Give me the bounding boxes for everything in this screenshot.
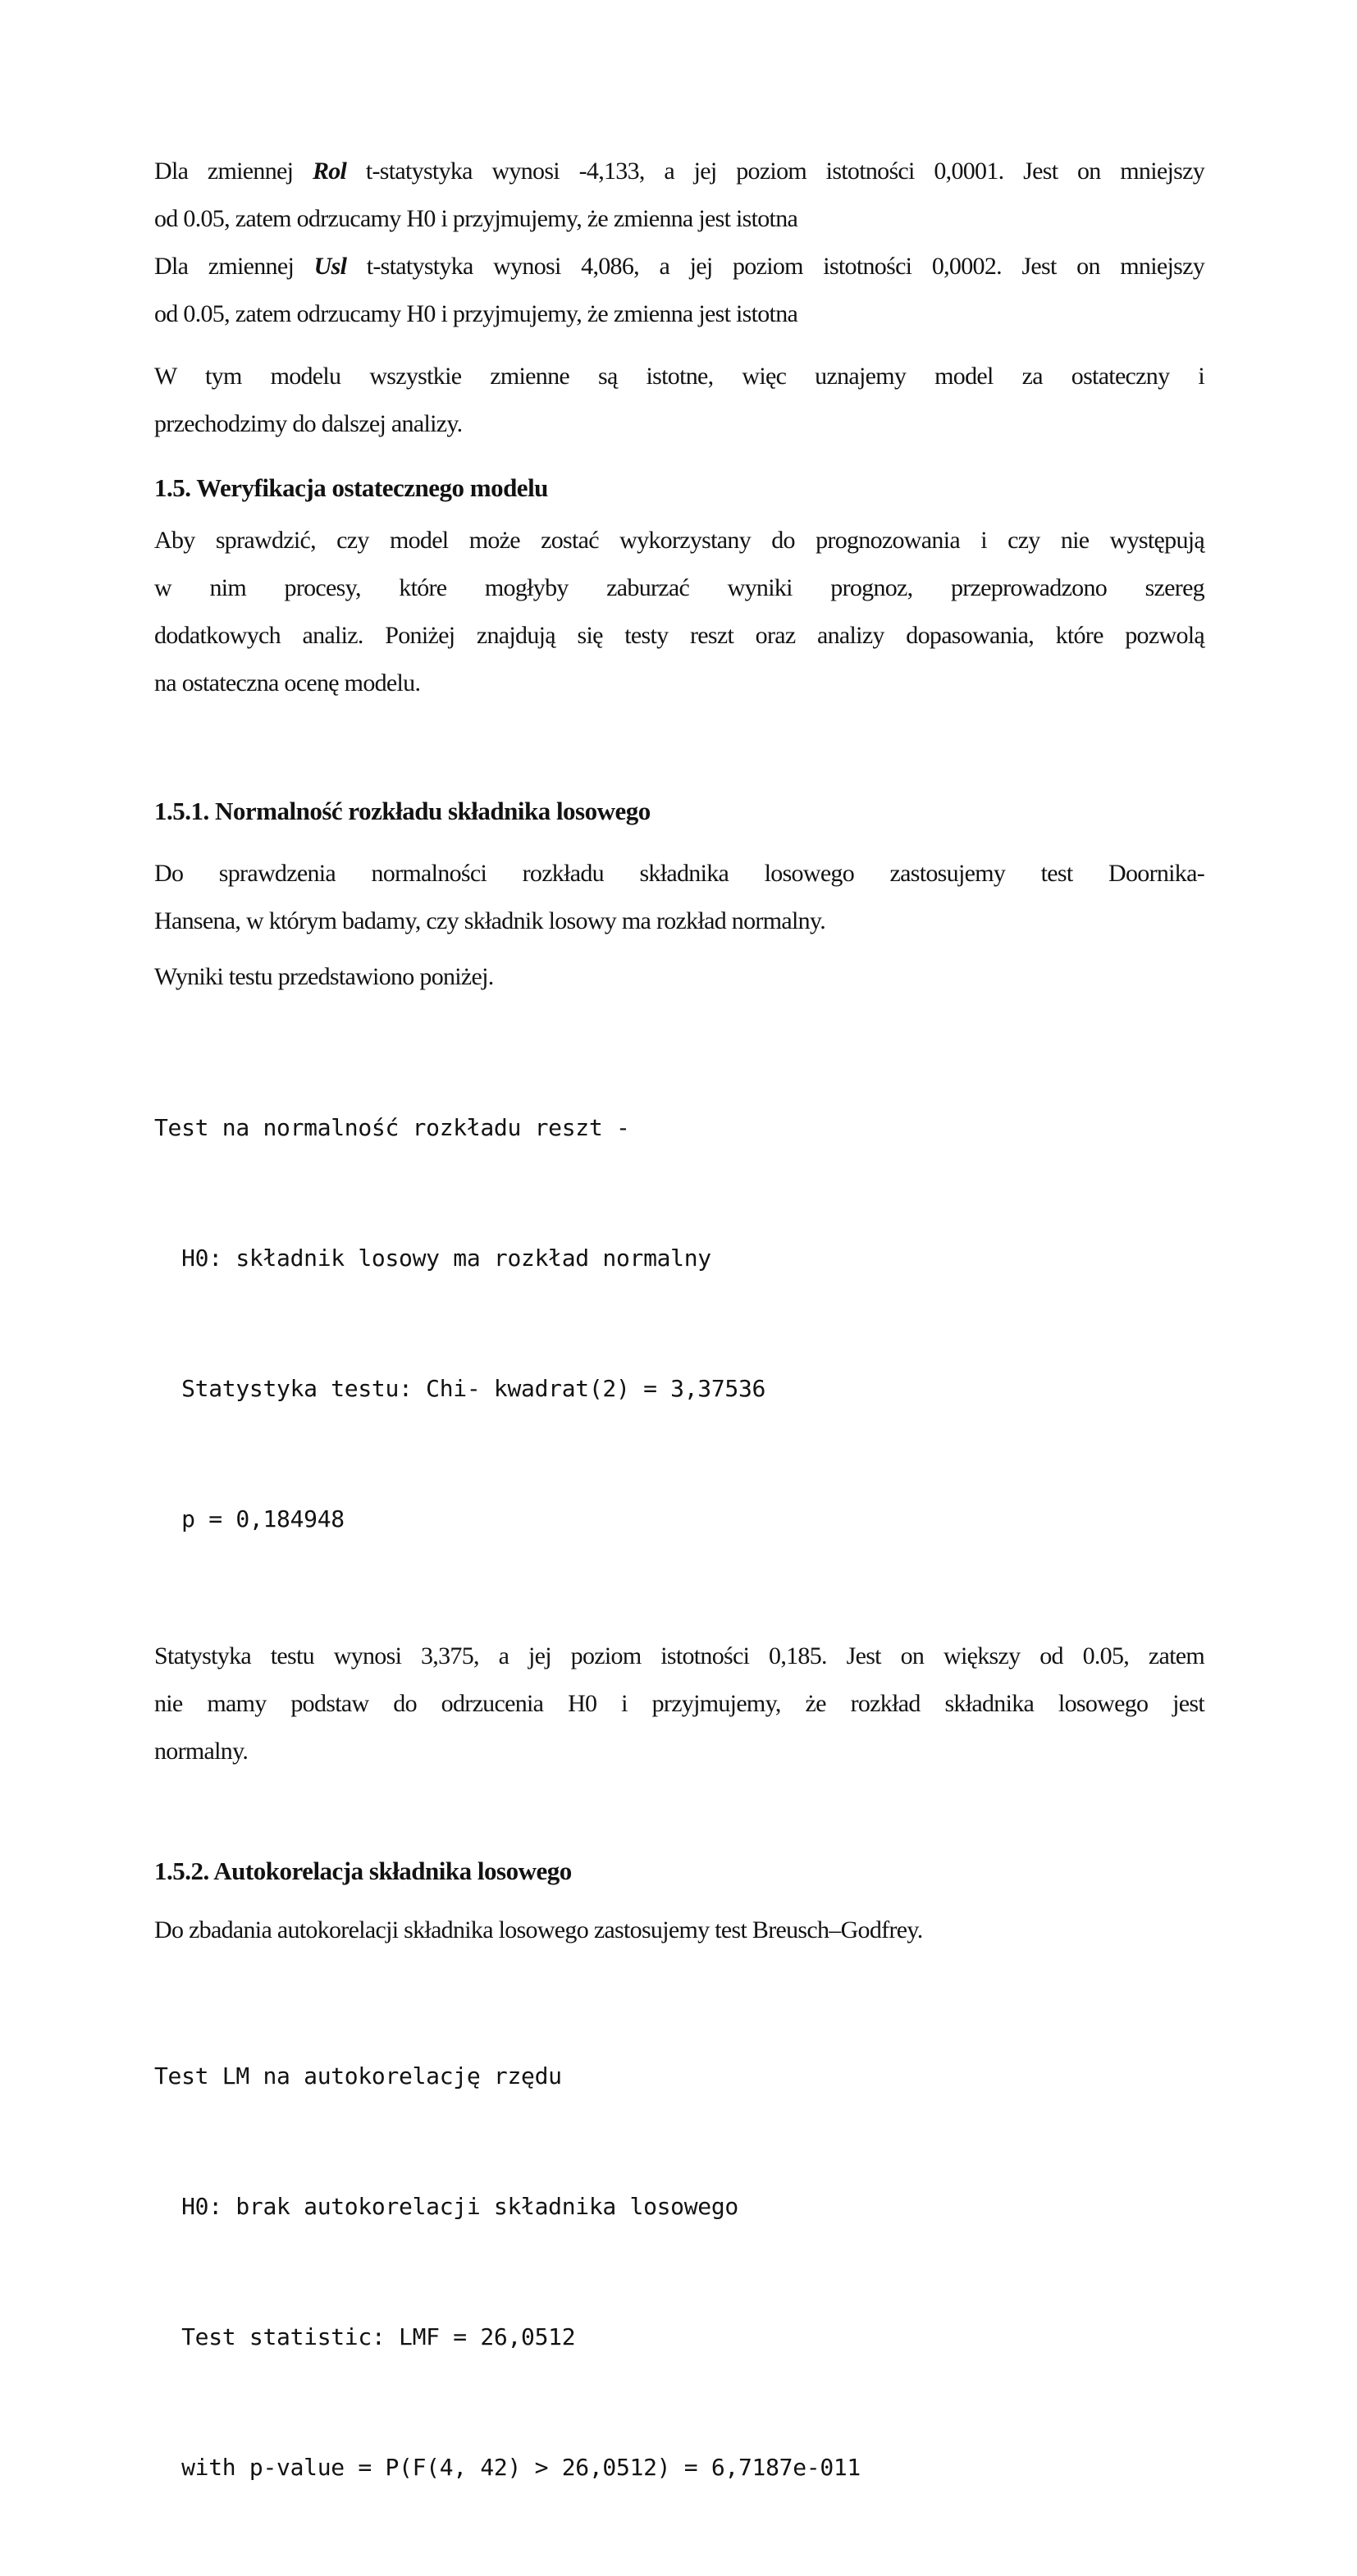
- text-line: od 0.05, zatem odrzucamy H0 i przyjmujemy, że zmienna jest istotna: [154, 300, 798, 327]
- paragraph-breusch-godfrey: [154, 1907, 1204, 1954]
- paragraph-verification-intro: [154, 517, 1204, 707]
- text-line: w nim procesy, które mogłyby zaburzać wyniki prognoz, przeprowadzono szereg: [154, 574, 1204, 601]
- mono-line: H0: brak autokorelacji składnika losowego: [154, 2193, 738, 2220]
- text-line: normalny.: [154, 1738, 249, 1765]
- text-run: Dla zmiennej: [154, 253, 295, 280]
- text-line: na ostateczna ocenę modelu.: [154, 669, 421, 697]
- section-heading-1-5-2: 1.5.2. Autokorelacja składnika losowego: [154, 1857, 572, 1885]
- text-line: Wyniki testu przedstawiono poniżej.: [154, 963, 494, 990]
- text-line: [154, 243, 1204, 290]
- mono-line: Test na normalność rozkładu reszt -: [154, 1114, 630, 1141]
- text-line: nie mamy podstaw do odrzucenia H0 i przyjmujemy, że rozkład składnika losowego jest: [154, 1690, 1204, 1717]
- paragraph-doornik-hansen: [154, 850, 1204, 945]
- paragraph-results-below: [154, 953, 1204, 1001]
- mono-line: H0: składnik losowy ma rozkład normalny: [154, 1245, 711, 1272]
- mono-line: Test LM na autokorelację rzędu: [154, 2062, 562, 2090]
- section-heading-1-5-1: 1.5.1. Normalność rozkładu składnika losowego: [154, 797, 651, 825]
- text-line: W tym modelu wszystkie zmienne są istotne, więc uznajemy model za ostateczny i: [154, 363, 1204, 390]
- mono-line: Statystyka testu: Chi- kwadrat(2) = 3,37536: [154, 1375, 766, 1402]
- text-line: Aby sprawdzić, czy model może zostać wykorzystany do prognozowania i czy nie występują: [154, 527, 1204, 554]
- mono-line: Test statistic: LMF = 26,0512: [154, 2323, 576, 2350]
- paragraph-model-final: [154, 353, 1204, 448]
- text-line: Do sprawdzenia normalności rozkładu składnika losowego zastosujemy test Doornika-: [154, 860, 1204, 887]
- section-heading-1-5: 1.5. Weryfikacja ostatecznego modelu: [154, 473, 548, 502]
- paragraph-rol-usl-significance: [154, 148, 1204, 338]
- mono-line: with p-value = P(F(4, 42) > 26,0512) = 6,7187e-011: [154, 2454, 861, 2481]
- text-line: od 0.05, zatem odrzucamy H0 i przyjmujemy, że zmienna jest istotna: [154, 205, 798, 232]
- text-run: t-statystyka wynosi -4,133, a jej poziom istotności 0,0001. Jest on mniejszy: [365, 158, 1204, 185]
- mono-output-lm-autocorrelation-test: [154, 1967, 1204, 2576]
- mono-output-normality-test: [154, 1019, 1204, 1628]
- text-run: Dla zmiennej: [154, 158, 294, 185]
- text-line: [154, 148, 1204, 195]
- text-line: przechodzimy do dalszej analizy.: [154, 410, 463, 437]
- text-run: t-statystyka wynosi 4,086, a jej poziom istotności 0,0002. Jest on mniejszy: [366, 253, 1204, 280]
- variable-name-usl: Usl: [313, 253, 347, 280]
- variable-name-rol: Rol: [312, 158, 347, 185]
- text-line: Statystyka testu wynosi 3,375, a jej poziom istotności 0,185. Jest on większy od 0.05, zatem: [154, 1642, 1204, 1669]
- paragraph-normality-conclusion: [154, 1633, 1204, 1775]
- text-line: Hansena, w którym badamy, czy składnik losowy ma rozkład normalny.: [154, 907, 826, 934]
- mono-line: p = 0,184948: [154, 1505, 345, 1532]
- text-line: Do zbadania autokorelacji składnika losowego zastosujemy test Breusch–Godfrey.: [154, 1916, 923, 1943]
- text-line: dodatkowych analiz. Poniżej znajdują się testy reszt oraz analizy dopasowania, które pozwolą: [154, 622, 1204, 649]
